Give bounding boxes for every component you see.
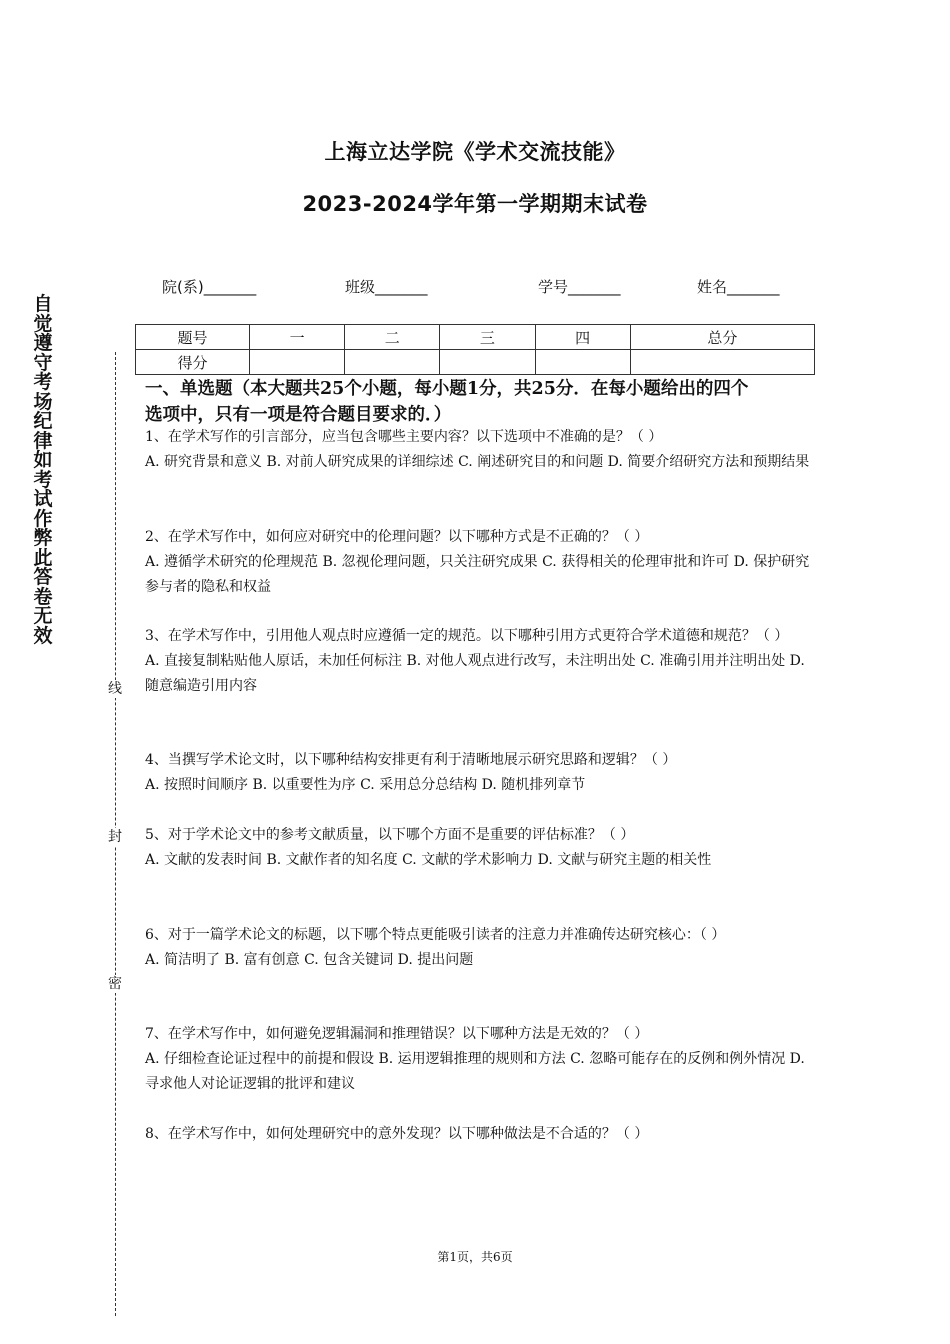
question-4 — [145, 748, 815, 798]
question-5 — [145, 823, 815, 873]
question-1 — [145, 425, 815, 475]
question-stem: 2、在学术写作中，如何应对研究中的伦理问题？以下哪种方式是不正确的？（ ） — [145, 529, 649, 545]
question-stem: 4、当撰写学术论文时，以下哪种结构安排更有利于清晰地展示研究思路和逻辑？（ ） — [145, 752, 677, 768]
name-field[interactable]: 姓名_______ — [697, 278, 780, 296]
question-7 — [145, 1022, 815, 1097]
page-number: 第1页，共6页 — [437, 1250, 513, 1264]
score-table-score-row — [136, 350, 815, 375]
question-6 — [145, 923, 815, 973]
binding-mark-seal: 封 — [108, 829, 122, 845]
section-heading-line: 一、单选题（本大题共25个小题，每小题1分，共25分．在每小题给出的四个 — [145, 379, 749, 399]
question-stem: 8、在学术写作中，如何处理研究中的意外发现？以下哪种做法是不合适的？（ ） — [145, 1126, 649, 1142]
score-table-cell: 得分 — [136, 350, 250, 375]
score-table-cell: 三 — [440, 325, 535, 350]
student-id-field[interactable]: 学号_______ — [538, 278, 621, 296]
score-input-cell[interactable] — [440, 350, 535, 375]
question-stem: 5、对于学术论文中的参考文献质量，以下哪个方面不是重要的评估标准？（ ） — [145, 827, 635, 843]
question-options: A. 研究背景和意义 B. 对前人研究成果的详细综述 C. 阐述研究目的和问题 D. 简要介绍研究方法和预期结果 — [145, 454, 810, 470]
section-heading-line: 选项中，只有一项是符合题目要求的．） — [145, 405, 452, 425]
question-3 — [145, 624, 815, 699]
question-options: A. 简洁明了 B. 富有创意 C. 包含关键词 D. 提出问题 — [145, 952, 474, 968]
exam-subtitle: 2023-2024学年第一学期期末试卷 — [302, 192, 648, 216]
score-table-cell: 总分 — [630, 325, 814, 350]
score-table-cell: 四 — [535, 325, 630, 350]
score-table-cell: 一 — [250, 325, 345, 350]
section-heading — [145, 376, 815, 428]
score-input-cell[interactable] — [250, 350, 345, 375]
score-table-cell: 题号 — [136, 325, 250, 350]
class-field[interactable]: 班级_______ — [345, 278, 428, 296]
exam-discipline-notice: 自觉遵守考场纪律如考试作弊此答卷无效 — [33, 293, 53, 647]
question-2 — [145, 525, 815, 600]
question-stem: 3、在学术写作中，引用他人观点时应遵循一定的规范。以下哪种引用方式更符合学术道德和规范？（ ） — [145, 628, 789, 644]
question-options: A. 文献的发表时间 B. 文献作者的知名度 C. 文献的学术影响力 D. 文献与研究主题的相关性 — [145, 852, 712, 868]
exam-title: 上海立达学院《学术交流技能》 — [324, 140, 626, 164]
score-input-cell[interactable] — [345, 350, 440, 375]
question-options: A. 遵循学术研究的伦理规范 B. 忽视伦理问题，只关注研究成果 C. 获得相关的伦理审批和许可 D. 保护研究参与者的隐私和权益 — [145, 554, 810, 595]
score-table-header-row — [136, 325, 815, 350]
score-input-cell[interactable] — [535, 350, 630, 375]
question-stem: 7、在学术写作中，如何避免逻辑漏洞和推理错误？以下哪种方法是无效的？（ ） — [145, 1026, 649, 1042]
score-input-cell[interactable] — [630, 350, 814, 375]
binding-mark-secret: 密 — [108, 976, 122, 992]
question-options: A. 按照时间顺序 B. 以重要性为序 C. 采用总分总结构 D. 随机排列章节 — [145, 777, 586, 793]
question-stem: 6、对于一篇学术论文的标题，以下哪个特点更能吸引读者的注意力并准确传达研究核心：（ ） — [145, 927, 726, 943]
score-table — [135, 324, 815, 375]
question-stem: 1、在学术写作的引言部分，应当包含哪些主要内容？以下选项中不准确的是？（ ） — [145, 429, 663, 445]
dept-field[interactable]: 院(系)_______ — [162, 278, 257, 296]
question-options: A. 仔细检查论证过程中的前提和假设 B. 运用逻辑推理的规则和方法 C. 忽略可能存在的反例和例外情况 D. 寻求他人对论证逻辑的批评和建议 — [145, 1051, 805, 1092]
score-table-cell: 二 — [345, 325, 440, 350]
question-8 — [145, 1122, 815, 1147]
question-options: A. 直接复制粘贴他人原话，未加任何标注 B. 对他人观点进行改写，未注明出处 C. 准确引用并注明出处 D. 随意编造引用内容 — [145, 653, 805, 694]
binding-mark-line: 线 — [108, 681, 122, 697]
